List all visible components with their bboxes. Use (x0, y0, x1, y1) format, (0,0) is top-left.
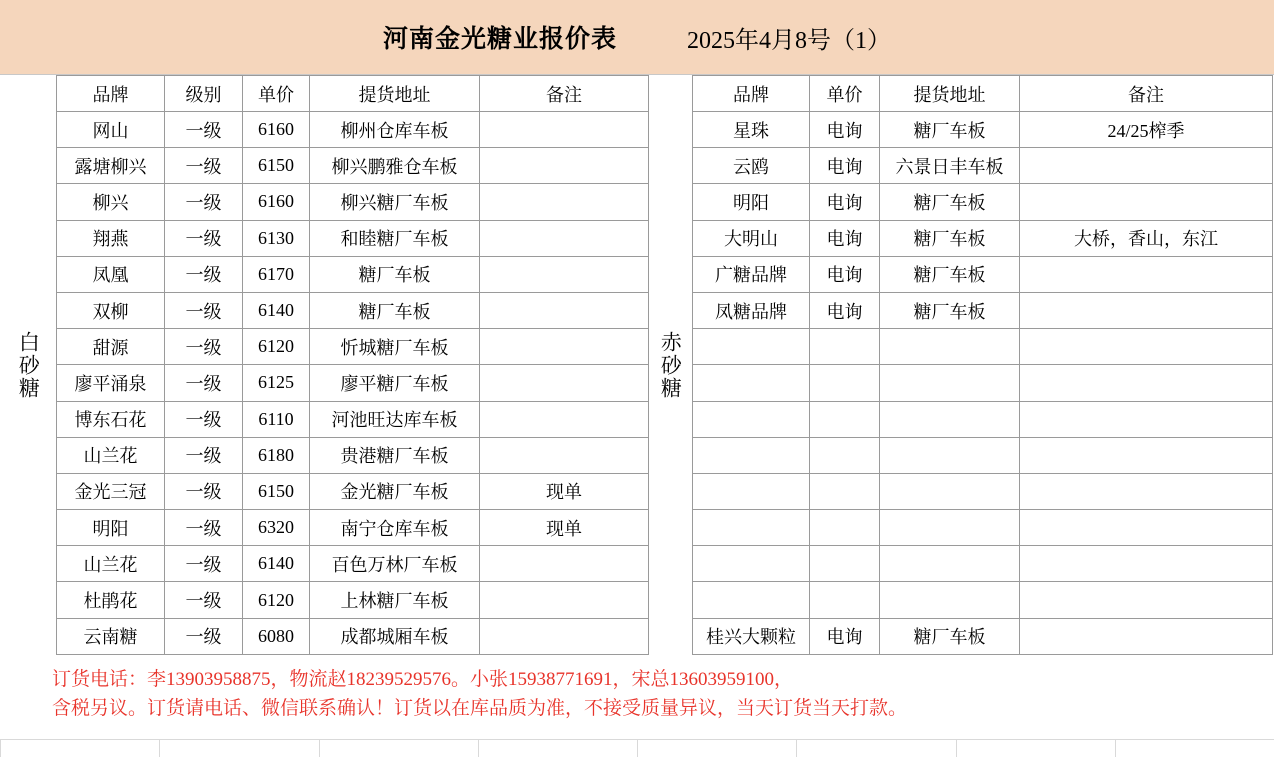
cell-grade: 一级 (165, 329, 243, 365)
cell-address (880, 546, 1020, 582)
cell-address: 河池旺达库车板 (310, 401, 480, 437)
grid-cell (956, 739, 1115, 757)
cell-price (810, 401, 880, 437)
cell-price: 电询 (810, 220, 880, 256)
table-row (693, 365, 1273, 401)
cell-price (810, 546, 880, 582)
cell-grade: 一级 (165, 112, 243, 148)
cell-note (1020, 510, 1273, 546)
cell-address: 廖平糖厂车板 (310, 365, 480, 401)
cell-note (1020, 292, 1273, 328)
cell-address (880, 582, 1020, 618)
cell-note (1020, 582, 1273, 618)
cell-brand: 杜鹃花 (57, 582, 165, 618)
grid-cell (478, 739, 637, 757)
table-row (57, 510, 649, 546)
cell-address: 糖厂车板 (880, 618, 1020, 654)
cell-address: 上林糖厂车板 (310, 582, 480, 618)
cell-note (480, 112, 649, 148)
cell-price (810, 365, 880, 401)
cell-note (480, 329, 649, 365)
table-row (693, 184, 1273, 220)
cell-brand: 网山 (57, 112, 165, 148)
cell-note (1020, 401, 1273, 437)
cell-price: 6140 (243, 546, 310, 582)
cell-brand (693, 365, 810, 401)
cell-address (880, 329, 1020, 365)
cell-address: 南宁仓库车板 (310, 510, 480, 546)
cell-note: 现单 (480, 510, 649, 546)
table-header-row (693, 76, 1273, 112)
cell-brand: 广糖品牌 (693, 256, 810, 292)
grid-cell (796, 739, 955, 757)
order-notice-line2: 含税另议。订货请电话、微信联系确认！订货以在库品质为准，不接受质量异议，当天订货当天打款。 (52, 698, 908, 720)
cell-price: 6120 (243, 329, 310, 365)
cell-grade: 一级 (165, 256, 243, 292)
cell-note (1020, 618, 1273, 654)
white-sugar-section (0, 75, 648, 655)
cell-price: 6080 (243, 618, 310, 654)
cell-brand: 桂兴大颗粒 (693, 618, 810, 654)
cell-price: 6110 (243, 401, 310, 437)
cell-note (1020, 256, 1273, 292)
quote-date: 2025年4月8号（1） (687, 27, 891, 54)
cell-note: 大桥，香山，东江 (1020, 220, 1273, 256)
sheet-body (0, 75, 1274, 655)
table-row (693, 329, 1273, 365)
grid-cell (0, 739, 159, 757)
table-row (57, 365, 649, 401)
cell-price: 6160 (243, 184, 310, 220)
table-header-row (57, 76, 649, 112)
cell-price: 6120 (243, 582, 310, 618)
cell-brand: 双柳 (57, 292, 165, 328)
table-row (693, 437, 1273, 473)
table-row (57, 184, 649, 220)
table-row (57, 401, 649, 437)
cell-address: 金光糖厂车板 (310, 473, 480, 509)
cell-note (1020, 365, 1273, 401)
cell-brand: 露塘柳兴 (57, 148, 165, 184)
cell-brand: 明阳 (57, 510, 165, 546)
grid-cell (159, 739, 318, 757)
column-header-brand: 品牌 (57, 76, 165, 112)
column-header-price: 单价 (810, 76, 880, 112)
cell-address: 贵港糖厂车板 (310, 437, 480, 473)
cell-note: 24/25榨季 (1020, 112, 1273, 148)
bottom-grid-strip (0, 739, 1274, 757)
cell-note (480, 292, 649, 328)
cell-brand: 凤糖品牌 (693, 292, 810, 328)
cell-brand: 云鸥 (693, 148, 810, 184)
grid-cell (319, 739, 478, 757)
order-notice (0, 655, 1274, 724)
cell-address: 糖厂车板 (880, 292, 1020, 328)
table-row (57, 292, 649, 328)
cell-address: 忻城糖厂车板 (310, 329, 480, 365)
cell-price: 电询 (810, 618, 880, 654)
table-row (57, 256, 649, 292)
cell-brand: 甜源 (57, 329, 165, 365)
table-row (693, 292, 1273, 328)
cell-grade: 一级 (165, 365, 243, 401)
cell-price: 6320 (243, 510, 310, 546)
table-row (57, 220, 649, 256)
table-row (693, 546, 1273, 582)
table-row (693, 582, 1273, 618)
cell-grade: 一级 (165, 292, 243, 328)
column-header-brand: 品牌 (693, 76, 810, 112)
cell-price (810, 582, 880, 618)
cell-address: 糖厂车板 (880, 112, 1020, 148)
page-title: 河南金光糖业报价表 (382, 26, 617, 53)
column-header-note: 备注 (1020, 76, 1273, 112)
table-row (693, 510, 1273, 546)
brown-sugar-side-label: 赤砂糖 (658, 330, 683, 400)
cell-price (810, 473, 880, 509)
cell-price: 6140 (243, 292, 310, 328)
cell-grade: 一级 (165, 582, 243, 618)
cell-brand: 大明山 (693, 220, 810, 256)
cell-note (480, 437, 649, 473)
column-header-note: 备注 (480, 76, 649, 112)
cell-address: 糖厂车板 (310, 292, 480, 328)
cell-brand (693, 437, 810, 473)
cell-price (810, 510, 880, 546)
brown-sugar-table (692, 75, 1273, 655)
cell-address: 糖厂车板 (310, 256, 480, 292)
cell-grade: 一级 (165, 184, 243, 220)
cell-note (480, 618, 649, 654)
cell-address (880, 437, 1020, 473)
cell-price: 6150 (243, 473, 310, 509)
cell-address: 柳兴糖厂车板 (310, 184, 480, 220)
cell-price: 电询 (810, 292, 880, 328)
cell-price: 6130 (243, 220, 310, 256)
cell-brand: 翔燕 (57, 220, 165, 256)
cell-address: 柳州仓库车板 (310, 112, 480, 148)
cell-brand: 凤凰 (57, 256, 165, 292)
table-row (693, 148, 1273, 184)
cell-price: 电询 (810, 148, 880, 184)
cell-note (480, 401, 649, 437)
order-notice-line1: 订货电话：李13903958875，物流赵18239529576。小张15938771691，宋总13603959100， (52, 669, 794, 690)
cell-price (810, 329, 880, 365)
cell-grade: 一级 (165, 473, 243, 509)
cell-brand (693, 329, 810, 365)
cell-brand: 廖平涌泉 (57, 365, 165, 401)
cell-price: 6180 (243, 437, 310, 473)
cell-note (480, 220, 649, 256)
table-row (57, 329, 649, 365)
table-row (57, 148, 649, 184)
cell-price (810, 437, 880, 473)
cell-note (480, 184, 649, 220)
column-header-address: 提货地址 (310, 76, 480, 112)
table-row (693, 220, 1273, 256)
cell-grade: 一级 (165, 148, 243, 184)
cell-note (1020, 473, 1273, 509)
cell-brand: 星珠 (693, 112, 810, 148)
cell-brand: 山兰花 (57, 437, 165, 473)
cell-price: 6150 (243, 148, 310, 184)
table-row (693, 401, 1273, 437)
cell-brand (693, 473, 810, 509)
cell-note (480, 582, 649, 618)
cell-brand: 金光三冠 (57, 473, 165, 509)
cell-address (880, 401, 1020, 437)
cell-address: 百色万林厂车板 (310, 546, 480, 582)
white-sugar-side-label: 白砂糖 (16, 330, 41, 400)
cell-price: 电询 (810, 256, 880, 292)
column-header-price: 单价 (243, 76, 310, 112)
cell-note (480, 546, 649, 582)
cell-grade: 一级 (165, 220, 243, 256)
cell-brand (693, 546, 810, 582)
cell-note: 现单 (480, 473, 649, 509)
grid-cell (1115, 739, 1274, 757)
cell-price: 电询 (810, 112, 880, 148)
cell-grade: 一级 (165, 401, 243, 437)
cell-price: 6125 (243, 365, 310, 401)
cell-address (880, 365, 1020, 401)
cell-note (480, 148, 649, 184)
column-header-grade: 级别 (165, 76, 243, 112)
cell-price: 6170 (243, 256, 310, 292)
cell-brand: 博东石花 (57, 401, 165, 437)
cell-note (1020, 329, 1273, 365)
white-sugar-table (56, 75, 649, 655)
cell-brand: 山兰花 (57, 546, 165, 582)
cell-address: 柳兴鹏雅仓车板 (310, 148, 480, 184)
cell-address: 六景日丰车板 (880, 148, 1020, 184)
table-row (57, 546, 649, 582)
cell-address (880, 473, 1020, 509)
cell-price: 6160 (243, 112, 310, 148)
cell-grade: 一级 (165, 546, 243, 582)
cell-address: 成都城厢车板 (310, 618, 480, 654)
cell-brand: 柳兴 (57, 184, 165, 220)
table-row (57, 112, 649, 148)
table-row (57, 437, 649, 473)
cell-address: 糖厂车板 (880, 220, 1020, 256)
grid-cell (637, 739, 796, 757)
cell-note (1020, 148, 1273, 184)
table-row (57, 582, 649, 618)
cell-note (1020, 184, 1273, 220)
table-row (57, 618, 649, 654)
table-row (693, 112, 1273, 148)
table-row (693, 473, 1273, 509)
cell-note (480, 365, 649, 401)
cell-grade: 一级 (165, 618, 243, 654)
cell-address: 糖厂车板 (880, 184, 1020, 220)
cell-brand: 明阳 (693, 184, 810, 220)
cell-address: 和睦糖厂车板 (310, 220, 480, 256)
cell-brand (693, 401, 810, 437)
cell-price: 电询 (810, 184, 880, 220)
sheet-header (0, 0, 1274, 75)
cell-address (880, 510, 1020, 546)
cell-address: 糖厂车板 (880, 256, 1020, 292)
cell-note (1020, 437, 1273, 473)
cell-grade: 一级 (165, 510, 243, 546)
table-row (57, 473, 649, 509)
table-row (693, 256, 1273, 292)
brown-sugar-section (648, 75, 1274, 655)
table-row (693, 618, 1273, 654)
cell-note (480, 256, 649, 292)
cell-grade: 一级 (165, 437, 243, 473)
cell-brand (693, 510, 810, 546)
cell-brand: 云南糖 (57, 618, 165, 654)
cell-brand (693, 582, 810, 618)
cell-note (1020, 546, 1273, 582)
column-header-address: 提货地址 (880, 76, 1020, 112)
